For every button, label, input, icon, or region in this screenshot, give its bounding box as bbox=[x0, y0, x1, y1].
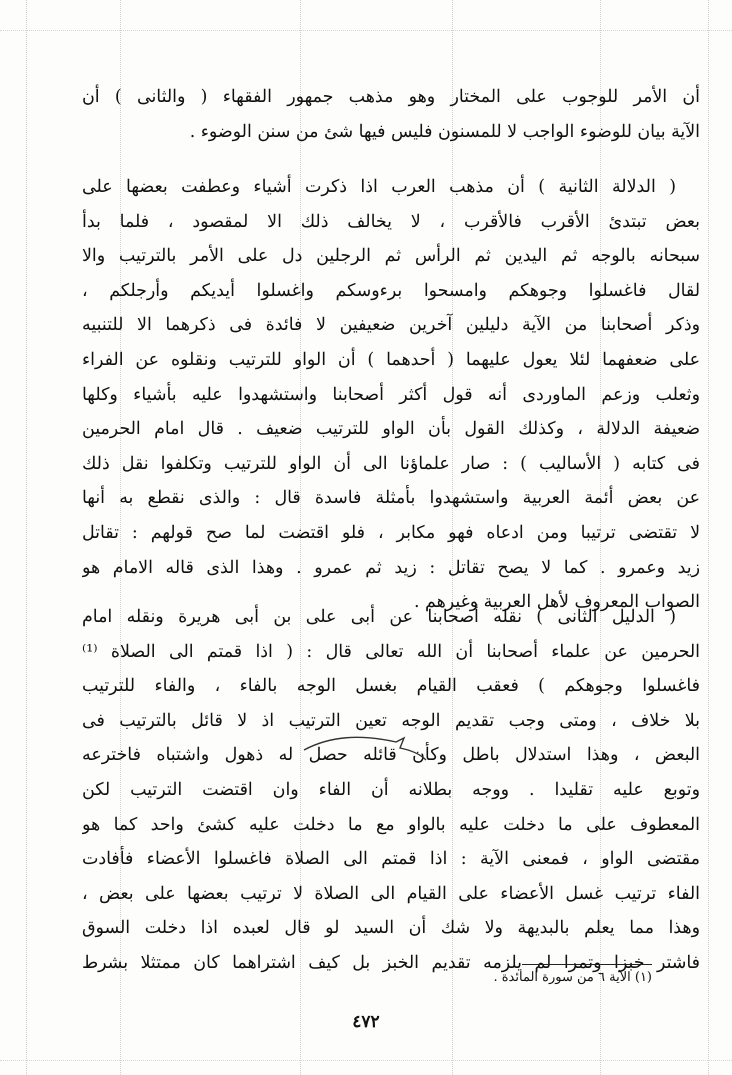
text-line: المعطوف على ما دخلت عليه بالواو مع ما دخلت عليه كشئ واحد كما هو bbox=[82, 814, 700, 835]
text-line: لقال فاغسلوا وجوهكم وامسحوا برءوسكم واغسلوا أيديكم وأرجلكم ، bbox=[82, 280, 700, 301]
text-line: وهذا مما يعلم بالبديهة ولا شك أن السيد لو قال لعبده اذا دخلت السوق bbox=[82, 918, 700, 939]
paragraph-2 bbox=[82, 170, 700, 620]
text-line: بعض تبتدئ الأقرب فالأقرب ، لا يخالف ذلك الا لمقصود ، فلما بدأ bbox=[82, 211, 700, 232]
text-line: وذكر أصحابنا من الآية دليلين آخرين ضعيفين لا فائدة فى ذكرهما الا للتنبيه bbox=[82, 315, 700, 336]
footnote-divider bbox=[522, 964, 652, 965]
text-line: البعض ، وهذا استدلال باطل وكأن قائله حصل له ذهول واشتباه فاخترعه bbox=[82, 745, 700, 766]
text-line: بلا خلاف ، ومتى وجب تقديم الوجه تعين الترتيب اذ لا قائل بالترتيب فى bbox=[82, 710, 700, 731]
text-line: وتوبع عليه تقليدا . ووجه بطلانه أن الفاء وان اقتضت الترتيب لكن bbox=[82, 779, 700, 800]
text-line: مقتضى الواو ، فمعنى الآية : اذا قمتم الى الصلاة فاغسلوا الأعضاء فأفادت bbox=[82, 849, 700, 870]
text-line: الصواب المعروف لأهل العربية وغيرهم . bbox=[413, 592, 700, 613]
text-line: زيد وعمرو . كما لا يصح تقاتل : زيد ثم عمرو . وهذا الذى قاله الامام هو bbox=[82, 557, 700, 578]
footnote: (١) الآية ٦ من سورة المائدة . bbox=[493, 970, 652, 985]
scan-guide-line bbox=[0, 30, 732, 31]
text-line: الآية بيان للوضوء الواجب لا للمسنون فليس فيها شئ من سنن الوضوء . bbox=[189, 121, 700, 142]
page-number: ٤٧٢ bbox=[352, 1012, 380, 1032]
text-line: ضعيفة الدلالة ، وكذلك القول بأن الواو للترتيب ضعيف . قال امام الحرمين bbox=[82, 419, 700, 440]
scan-guide-line bbox=[0, 1060, 732, 1061]
text-line: سبحانه بالوجه ثم اليدين ثم الرأس ثم الرجلين دل على الأمر بالترتيب والا bbox=[82, 246, 700, 267]
text-line: لا تقتضى ترتيبا ومن ادعاه فهو مكابر ، فلو اقتضت لما صح قولهم : تقاتل bbox=[82, 522, 700, 543]
text-line: وثعلب وزعم الماوردى أنه قول أكثر أصحابنا واستشهدوا عليه بأشياء وكلها bbox=[82, 384, 700, 405]
text-line: أن الأمر للوجوب على المختار وهو مذهب جمهور الفقهاء ( والثانى ) أن bbox=[82, 87, 700, 107]
text-line: فى كتابه ( الأساليب ) : صار علماؤنا الى أن الواو للترتيب وتكلفوا نقل ذلك bbox=[82, 453, 700, 474]
text-line: الحرمين عن علماء أصحابنا أن الله تعالى قال : ( اذا قمتم الى الصلاة ⁽¹⁾ bbox=[82, 641, 700, 662]
text-line: عن بعض أئمة العربية واستشهدوا بأمثلة فاسدة قال : والذى نقطع به أنها bbox=[82, 488, 700, 509]
text-line: فاشتر خبزا وتمرا لم يلزمه تقديم الخبز بل كيف اشتراهما كان ممتثلا بشرط bbox=[82, 952, 700, 973]
text-line: ( الدليل الثانى ) نقله أصحابنا عن أبى على بن أبى هريرة ونقله امام bbox=[82, 607, 676, 627]
scan-guide-line bbox=[708, 0, 709, 1075]
text-line: على ضعفهما لئلا يعول عليهما ( أحدهما ) أن الواو للترتيب ونقلوه عن الفراء bbox=[82, 349, 700, 370]
paragraph-3 bbox=[82, 600, 700, 981]
text-line: ( الدلالة الثانية ) أن مذهب العرب اذا ذكرت أشياء وعطفت بعضها على bbox=[82, 177, 676, 197]
text-line: الفاء ترتيب غسل الأعضاء على القيام الى الصلاة لا ترتيب بعضها على بعض ، bbox=[82, 883, 700, 904]
paragraph-1 bbox=[82, 80, 700, 149]
text-line: فاغسلوا وجوهكم ) فعقب القيام بغسل الوجه بالفاء ، والفاء للترتيب bbox=[82, 676, 700, 697]
scan-guide-line bbox=[26, 0, 27, 1075]
